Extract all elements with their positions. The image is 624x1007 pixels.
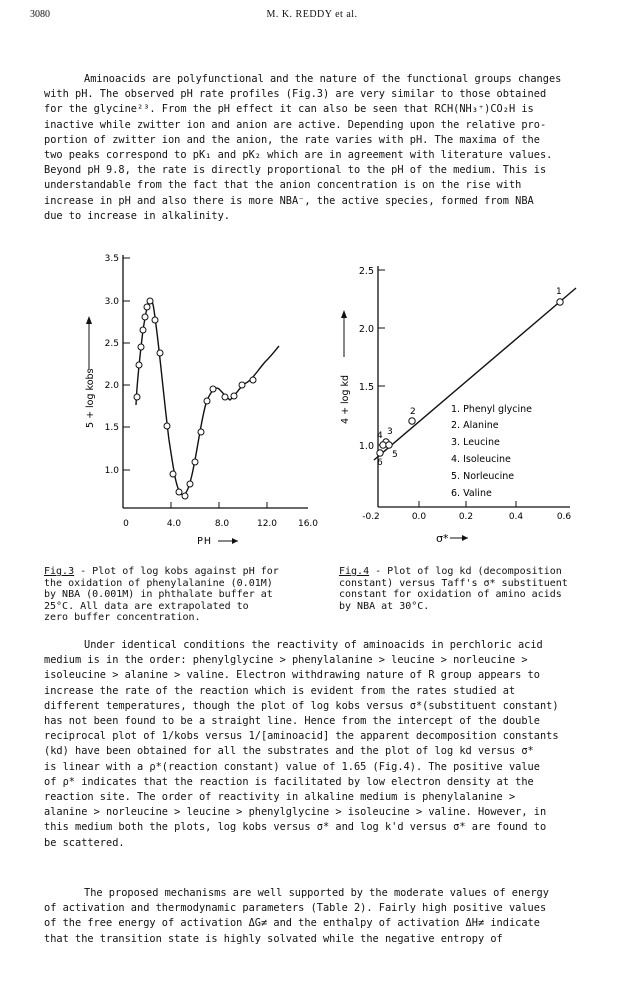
- y-axis-label: 5 + log kobs: [85, 368, 96, 428]
- x-tick-label: 4.0: [166, 519, 182, 529]
- text-line: (kd) have been obtained for all the substrates and the plot of log kd versus σ*: [44, 745, 534, 758]
- text-line: that the transition state is highly solvated while the negative entropy of: [44, 932, 503, 945]
- x-tick-label: 16.0: [297, 519, 319, 529]
- caption-label: Fig.4: [339, 566, 370, 577]
- caption-line: the oxidation of phenylalanine (0.01M): [44, 577, 273, 589]
- legend-item: 1. Phenyl glycine: [451, 404, 533, 415]
- paragraph-2: [44, 638, 597, 851]
- x-axis-label: σ*: [436, 532, 449, 545]
- x-tick-label: 0.4: [508, 512, 524, 522]
- text-line: reaction site. The order of reactivity in alkaline medium is phenylalanine >: [44, 791, 516, 804]
- y-tick-label: 1.0: [104, 466, 119, 476]
- running-title: M. K. REDDY et al.: [266, 9, 358, 20]
- text-line: of activation and thermodynamic parameters (Table 2). Fairly high positive values: [44, 902, 547, 915]
- y-tick-label: 3.5: [104, 254, 119, 264]
- x-tick-label: 0.0: [411, 512, 427, 522]
- legend-item: 6. Valine: [451, 488, 492, 499]
- paragraph-3: [44, 886, 597, 947]
- point-label: 1: [556, 287, 562, 297]
- legend-item: 4. Isoleucine: [451, 454, 511, 465]
- text-line: of ρ* indicates that the reaction is facilitated by low electron density at the: [44, 775, 534, 788]
- x-tick-label: 0: [123, 519, 129, 529]
- caption-line: 25°C. All data are extrapolated to: [44, 600, 249, 612]
- caption-line: by NBA (0.001M) in phthalate buffer at: [44, 589, 273, 601]
- text-line: is linear with a ρ*(reaction constant) value of 1.65 (Fig.4). The positive value: [44, 760, 540, 773]
- point-label: 5: [392, 450, 398, 460]
- y-tick-label: 2.0: [358, 324, 374, 335]
- figure-4-caption: [339, 566, 568, 612]
- text-line: portion of zwitter ion and the anion, the rate varies with pH. The maxima of the: [44, 133, 540, 146]
- text-line: with pH. The observed pH rate profiles (Fig.3) are very similar to those obtained: [44, 88, 547, 101]
- text-line: of the free energy of activation ΔG≠ and the enthalpy of activation ΔH≠ indicate: [44, 917, 540, 930]
- point-label: 2: [410, 407, 416, 417]
- text-line: Beyond pH 9.8, the rate is directly proportional to the pH of the medium. This is: [44, 164, 547, 177]
- text-line: Under identical conditions the reactivity of aminoacids in perchloric acid: [84, 639, 543, 651]
- y-tick-label: 3.0: [104, 297, 119, 307]
- x-axis-label: PH: [197, 536, 212, 547]
- caption-line: - Plot of log kd (decomposition: [369, 566, 562, 577]
- figure-3-caption: [44, 566, 279, 624]
- x-tick-label: 12.0: [256, 519, 278, 529]
- y-tick-label: 1.5: [358, 382, 374, 393]
- text-line: for the glycine²³. From the pH effect it can also be seen that RCH(NH₃⁺)CO₂H is: [44, 103, 534, 116]
- text-line: understandable from the fact that the anion concentration is on the rise with: [44, 179, 522, 192]
- x-tick-label: -0.2: [362, 512, 380, 522]
- point-label: 4: [377, 431, 383, 441]
- caption-line: by NBA at 30°C.: [339, 600, 430, 612]
- caption-line: zero buffer concentration.: [44, 612, 201, 624]
- legend-item: 3. Leucine: [451, 437, 500, 448]
- caption-label: Fig.3: [44, 566, 75, 577]
- legend-item: 2. Alanine: [451, 420, 499, 431]
- x-tick-label: 0.2: [458, 512, 474, 522]
- x-tick-label: 8.0: [214, 519, 230, 529]
- caption-line: constant for oxidation of amino acids: [339, 589, 562, 601]
- x-tick-label: 0.6: [556, 512, 572, 522]
- text-line: increase in pH and also there is more NBA⁻, the active species, formed from NBA: [44, 194, 534, 207]
- y-tick-label: 2.5: [104, 339, 119, 349]
- text-line: reciprocal plot of 1/kobs versus 1/[aminoacid] the apparent decomposition constants: [44, 730, 559, 743]
- text-line: inactive while zwitter ion and anion are active. Depending upon the relative pro-: [44, 118, 547, 131]
- text-line: Aminoacids are polyfunctional and the nature of the functional groups changes: [84, 73, 562, 85]
- caption-line: - Plot of log kobs against pH for: [74, 566, 279, 577]
- text-line: different temperatures, though the plot of log kobs versus σ*(substituent constant): [44, 699, 559, 712]
- text-line: The proposed mechanisms are well supported by the moderate values of energy: [84, 887, 549, 899]
- figure-4-plot: [330, 252, 600, 552]
- text-line: due to increase in alkalinity.: [44, 209, 230, 222]
- point-label: 3: [387, 427, 393, 437]
- legend-item: 5. Norleucine: [451, 471, 515, 482]
- y-tick-label: 1.5: [104, 423, 119, 433]
- text-line: be scattered.: [44, 836, 125, 849]
- caption-line: constant) versus Taff's σ* substituent: [339, 577, 568, 589]
- text-line: medium is in the order: phenylglycine > phenylalanine > leucine > norleucine >: [44, 654, 528, 667]
- y-tick-label: 2.0: [104, 381, 119, 391]
- text-line: two peaks correspond to pK₁ and pK₂ which are in agreement with literature values.: [44, 149, 553, 162]
- point-label: 6: [377, 458, 383, 468]
- y-axis-label: 4 + log kd: [340, 374, 351, 424]
- text-line: isoleucine > alanine > valine. Electron withdrawing nature of R group appears to: [44, 669, 540, 682]
- text-line: has not been found to be a straight line. Hence from the intercept of the double: [44, 715, 540, 728]
- figure-3-plot: [76, 250, 326, 550]
- page-number: 3080: [30, 9, 50, 20]
- figure-3: [76, 250, 326, 550]
- y-tick-label: 1.0: [358, 441, 374, 452]
- y-tick-label: 2.5: [358, 266, 374, 277]
- figure-4: [330, 252, 600, 552]
- text-line: alanine > norleucine > leucine > phenylglycine > isoleucine > valine. However, in: [44, 806, 547, 819]
- text-line: increase the rate of the reaction which is evident from the rates studied at: [44, 684, 516, 697]
- paragraph-1: [44, 72, 597, 224]
- text-line: this medium both the plots, log kobs versus σ* and log k'd versus σ* are found to: [44, 821, 547, 834]
